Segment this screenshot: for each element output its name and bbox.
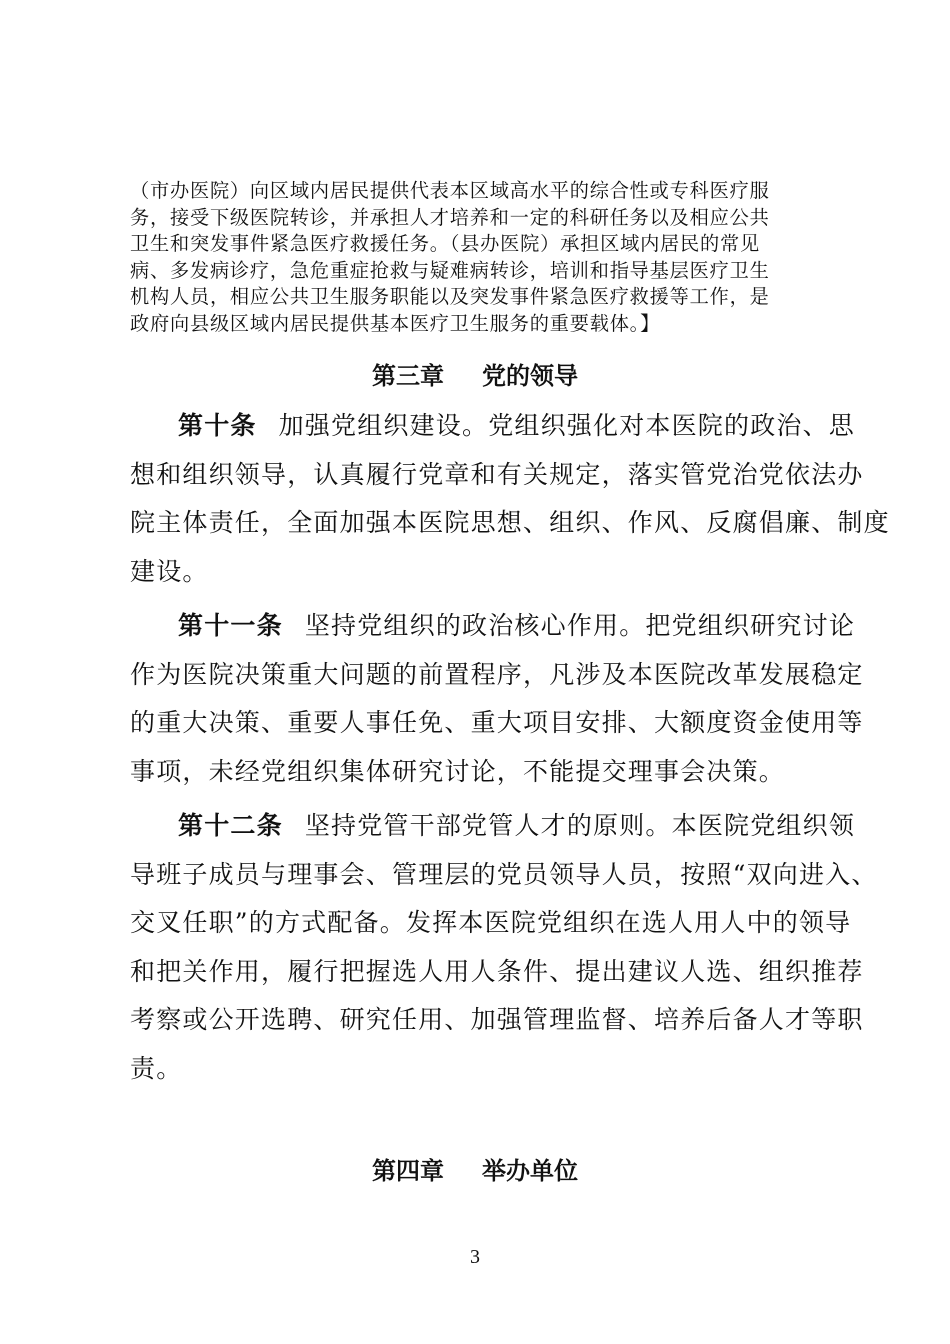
article-line: 交叉任职”的方式配备。发挥本医院党组织在选人用人中的领导 bbox=[130, 908, 852, 937]
note-line: 病、多发病诊疗，急危重症抢救与疑难病转诊，培训和指导基层医疗卫生 bbox=[130, 258, 770, 282]
chapter-title: 党的领导 bbox=[482, 362, 578, 390]
chapter-title: 举办单位 bbox=[482, 1157, 578, 1185]
article-line: 事项，未经党组织集体研究讨论，不能提交理事会决策。 bbox=[130, 756, 786, 786]
page-number: 3 bbox=[470, 1246, 480, 1268]
note-line: 机构人员，相应公共卫生服务职能以及突发事件紧急医疗救援等工作，是 bbox=[130, 285, 770, 309]
explanatory-note bbox=[130, 178, 830, 338]
note-line: 卫生和突发事件紧急医疗救援任务。（县办医院）承担区域内居民的常见 bbox=[130, 232, 760, 256]
article-line: 院主体责任，全面加强本医院思想、组织、作风、反腐倡廉、制度 bbox=[130, 508, 890, 537]
note-line: 政府向县级区域内居民提供基本医疗卫生服务的重要载体。】 bbox=[130, 311, 661, 335]
article-10 bbox=[130, 402, 890, 596]
note-line: （市办医院）向区域内居民提供代表本区域高水平的综合性或专科医疗服 bbox=[130, 179, 770, 202]
article-label: 第十二条 bbox=[178, 811, 283, 840]
article-line: 的重大决策、重要人事任免、重大项目安排、大额度资金使用等 bbox=[130, 708, 864, 737]
note-line: 务，接受下级医院转诊，并承担人才培养和一定的科研任务以及相应公共 bbox=[130, 205, 770, 229]
article-line: 责。 bbox=[130, 1053, 183, 1083]
article-label: 第十条 bbox=[178, 411, 257, 440]
article-line: 和把关作用，履行把握选人用人条件、提出建议人选、组织推荐 bbox=[130, 956, 864, 986]
article-line: 坚持党管干部党管人才的原则。本医院党组织领 bbox=[304, 811, 856, 840]
article-line: 作为医院决策重大问题的前置程序，凡涉及本医院改革发展稳定 bbox=[130, 659, 864, 689]
chapter-number: 第四章 bbox=[372, 1157, 444, 1185]
article-12 bbox=[130, 802, 878, 1093]
article-line: 坚持党组织的政治核心作用。把党组织研究讨论 bbox=[304, 611, 856, 640]
chapter-heading bbox=[0, 360, 950, 392]
article-label: 第十一条 bbox=[178, 611, 283, 640]
article-line: 想和组织领导，认真履行党章和有关规定，落实管党治党依法办 bbox=[130, 459, 864, 489]
chapter-heading bbox=[0, 1155, 950, 1187]
article-line: 建设。 bbox=[130, 556, 209, 586]
chapter-number: 第三章 bbox=[372, 362, 444, 390]
article-line: 加强党组织建设。党组织强化对本医院的政治、思 bbox=[278, 411, 856, 440]
article-line: 考察或公开选聘、研究任用、加强管理监督、培养后备人才等职 bbox=[130, 1005, 864, 1034]
article-line: 导班子成员与理事会、管理层的党员领导人员，按照“双向进入、 bbox=[130, 859, 878, 889]
article-11 bbox=[130, 602, 864, 796]
